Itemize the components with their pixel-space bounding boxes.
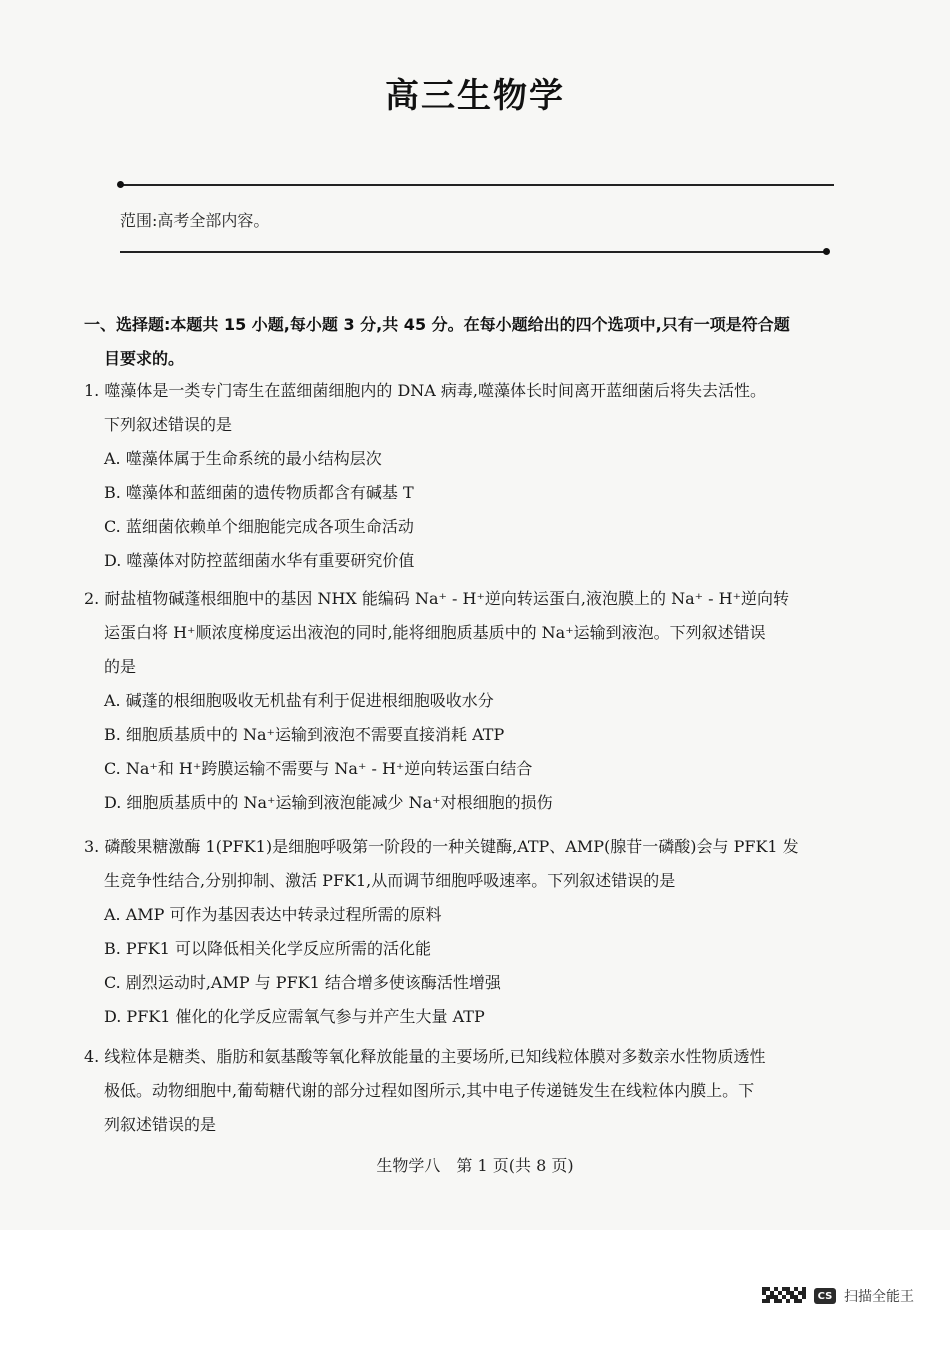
question-stem: 极低。动物细胞中,葡萄糖代谢的部分过程如图所示,其中电子传递链发生在线粒体内膜上。下 xyxy=(104,1081,755,1100)
top-rule-dot xyxy=(117,181,124,188)
question-stem: 生竞争性结合,分别抑制、激活 PFK1,从而调节细胞呼吸速率。下列叙述错误的是 xyxy=(104,871,676,890)
scanner-watermark xyxy=(762,1285,914,1307)
question-stem: 列叙述错误的是 xyxy=(104,1115,217,1134)
section-heading-line: 目要求的。 xyxy=(104,349,185,368)
question-stem: 的是 xyxy=(104,657,137,676)
option: B. 细胞质基质中的 Na⁺运输到液泡不需要直接消耗 ATP xyxy=(104,725,505,744)
option: C. 蓝细菌依赖单个细胞能完成各项生命活动 xyxy=(104,517,414,536)
question-3 xyxy=(84,830,904,1034)
page-title: 高三生物学 xyxy=(385,76,565,116)
scope-text: 范围:高考全部内容。 xyxy=(120,211,270,230)
option: D. 噬藻体对防控蓝细菌水华有重要研究价值 xyxy=(104,551,415,570)
question-stem: 下列叙述错误的是 xyxy=(104,415,233,434)
bottom-rule xyxy=(120,251,826,253)
option: A. AMP 可作为基因表达中转录过程所需的原料 xyxy=(104,905,442,924)
scanner-app-name: 扫描全能王 xyxy=(844,1289,914,1305)
option: D. PFK1 催化的化学反应需氧气参与并产生大量 ATP xyxy=(104,1007,485,1026)
question-stem: 运蛋白将 H⁺顺浓度梯度运出液泡的同时,能将细胞质基质中的 Na⁺运输到液泡。下列叙述错误 xyxy=(104,623,766,642)
section-heading-line: 一、选择题:本题共 15 小题,每小题 3 分,共 45 分。在每小题给出的四个选项中,只有一项是符合题 xyxy=(84,315,790,334)
option: B. 噬藻体和蓝细菌的遗传物质都含有碱基 T xyxy=(104,483,414,502)
option: C. Na⁺和 H⁺跨膜运输不需要与 Na⁺ - H⁺逆向转运蛋白结合 xyxy=(104,759,533,778)
question-stem: 1. 噬藻体是一类专门寄生在蓝细菌细胞内的 DNA 病毒,噬藻体长时间离开蓝细菌后将失去活性。 xyxy=(84,381,766,400)
question-stem: 2. 耐盐植物碱蓬根细胞中的基因 NHX 能编码 Na⁺ - H⁺逆向转运蛋白,液泡膜上的 Na⁺ - H⁺逆向转 xyxy=(84,589,790,608)
question-stem: 4. 线粒体是糖类、脂肪和氨基酸等氧化释放能量的主要场所,已知线粒体膜对多数亲水性物质透性 xyxy=(84,1047,766,1066)
option: D. 细胞质基质中的 Na⁺运输到液泡能减少 Na⁺对根细胞的损伤 xyxy=(104,793,553,812)
qr-code-icon xyxy=(762,1287,806,1305)
bottom-rule-dot xyxy=(823,248,830,255)
question-1 xyxy=(84,374,904,578)
option: B. PFK1 可以降低相关化学反应所需的活化能 xyxy=(104,939,432,958)
question-stem: 3. 磷酸果糖激酶 1(PFK1)是细胞呼吸第一阶段的一种关键酶,ATP、AMP(腺苷一磷酸)会与 PFK1 发 xyxy=(84,837,799,856)
option: A. 碱蓬的根细胞吸收无机盐有利于促进根细胞吸收水分 xyxy=(104,691,494,710)
cs-logo-icon: CS xyxy=(814,1288,836,1304)
option: C. 剧烈运动时,AMP 与 PFK1 结合增多使该酶活性增强 xyxy=(104,973,501,992)
top-rule xyxy=(122,184,834,186)
option: A. 噬藻体属于生命系统的最小结构层次 xyxy=(104,449,382,468)
question-2 xyxy=(84,582,904,820)
section-heading xyxy=(84,308,904,376)
question-4 xyxy=(84,1040,904,1142)
page-footer: 生物学八 第 1 页(共 8 页) xyxy=(376,1156,574,1175)
